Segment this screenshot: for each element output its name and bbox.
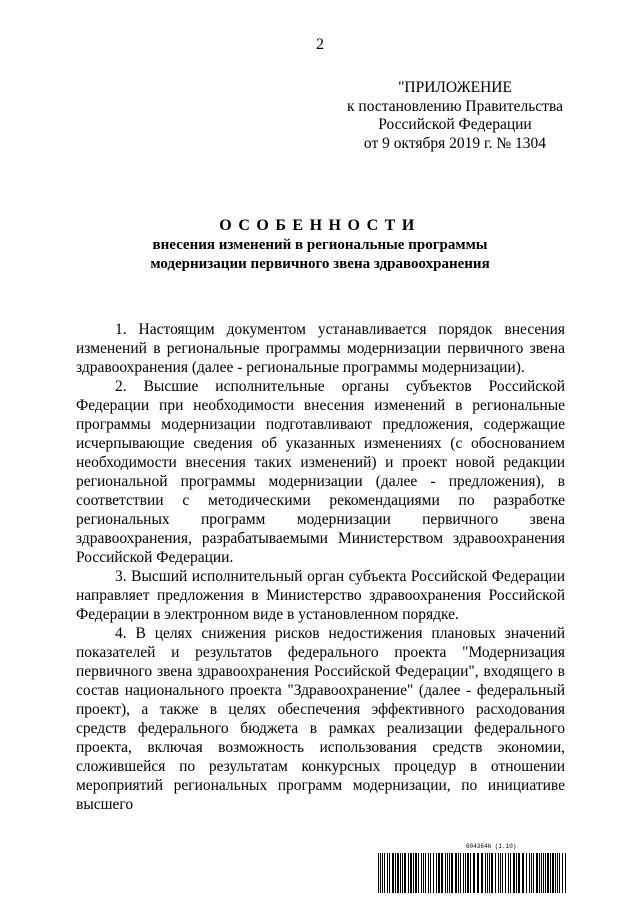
barcode-icon (378, 853, 566, 893)
document-subtitle (0, 236, 640, 274)
paragraph: 2. Высшие исполнительные органы субъектов Российской Федерации при необходимости внесения изменений в региональные программы модернизации подготавливают предложения, содержащие исчерпывающие сведения об указанных изменениях (с обоснованием необходимости внесения таких изменений) и проект новой редакции региональной программы модернизации (далее - предложения), в соответствии с методическими рекомендациями по разработке региональных программ модернизации первичного звена здравоохранения, разрабатываемыми Министерством здравоохранения Российской Федерации. (76, 378, 565, 566)
document-body (76, 320, 565, 814)
paragraph: 4. В целях снижения рисков недостижения плановых значений показателей и результатов федерального проекта "Модернизация первичного звена здравоохранения Российской Федерации", входящего в состав национального проекта "Здравоохранение" (далее - федеральный проект), а также в целях обеспечения эффективного расходования средств федерального бюджета в рамках реализации федерального проекта, включая возможность использования средств экономии, сложившейся по результатам конкурсных процедур в отношении мероприятий региональных программ модернизации, по инициативе высшего (76, 625, 565, 813)
appendix-line: от 9 октября 2019 г. № 1304 (363, 134, 547, 152)
appendix-line: к постановлению Правительства (347, 97, 563, 115)
subtitle-line: модернизации первичного звена здравоохранения (150, 256, 490, 272)
paragraph: 3. Высший исполнительный орган субъекта Российской Федерации направляет предложения в Министерство здравоохранения Российской Федерации в электронном виде в установленном порядке. (76, 568, 565, 623)
document-title: ОСОБЕННОСТИ (219, 217, 421, 234)
document-barcode (378, 843, 566, 893)
appendix-line: "ПРИЛОЖЕНИЕ (398, 79, 512, 96)
barcode-label: 6043646 (1.10) (466, 843, 517, 850)
paragraph: 1. Настоящим документом устанавливается порядок внесения изменений в региональные программы модернизации первичного звена здравоохранения (далее - региональные программы модернизации). (76, 321, 565, 376)
appendix-line: Российской Федерации (378, 116, 532, 133)
appendix-header (340, 79, 570, 153)
subtitle-line: внесения изменений в региональные программы (152, 237, 488, 253)
page-number: 2 (316, 36, 324, 53)
